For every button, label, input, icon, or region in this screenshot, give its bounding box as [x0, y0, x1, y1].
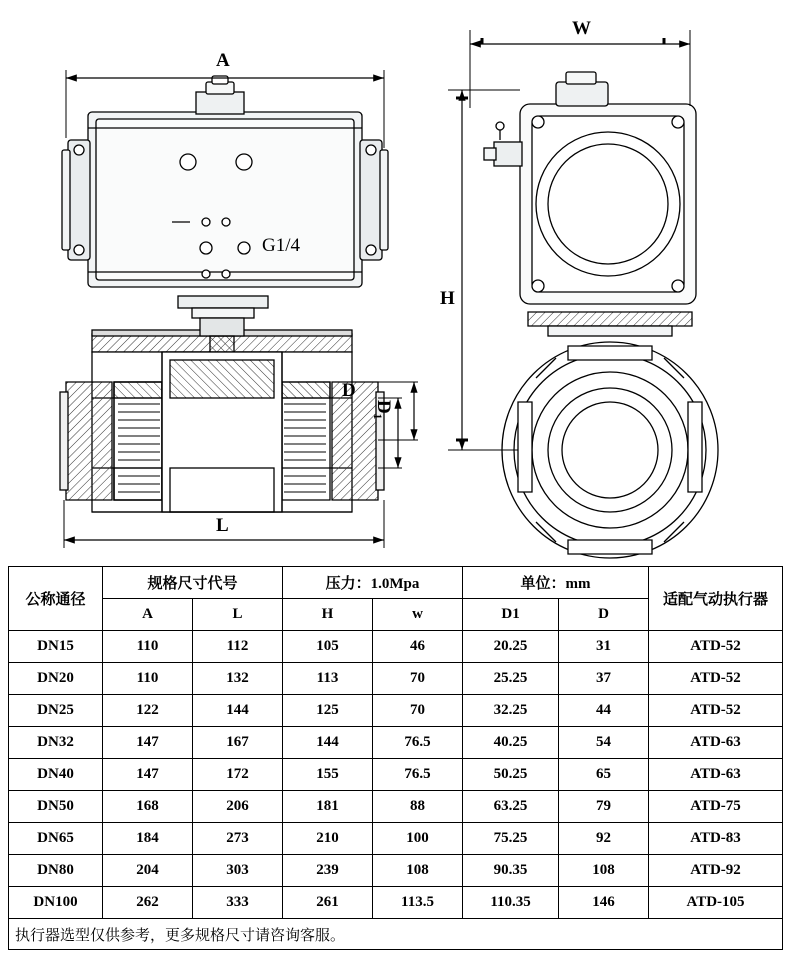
- header-col-w: w: [373, 599, 463, 631]
- cell-a: 147: [103, 759, 193, 791]
- header-col-l: L: [193, 599, 283, 631]
- cell-w: 70: [373, 663, 463, 695]
- cell-l: 172: [193, 759, 283, 791]
- cell-a: 122: [103, 695, 193, 727]
- cell-actuator: ATD-52: [649, 695, 783, 727]
- cell-dn: DN25: [9, 695, 103, 727]
- table-footnote: 执行器选型仅供参考，更多规格尺寸请咨询客服。: [9, 919, 783, 950]
- cell-h: 239: [283, 855, 373, 887]
- cell-dn: DN32: [9, 727, 103, 759]
- cell-w: 70: [373, 695, 463, 727]
- table-row: [9, 823, 783, 855]
- header-nominal-diameter: 公称通径: [9, 567, 103, 631]
- cell-actuator: ATD-75: [649, 791, 783, 823]
- cell-w: 76.5: [373, 759, 463, 791]
- table-row: [9, 791, 783, 823]
- cell-d: 54: [559, 727, 649, 759]
- header-pressure: 压力：1.0Mpa: [283, 567, 463, 599]
- specification-table-wrapper: [8, 566, 782, 950]
- dimension-label-a: A: [216, 50, 230, 71]
- table-row: [9, 759, 783, 791]
- cell-d1: 32.25: [463, 695, 559, 727]
- cell-d1: 25.25: [463, 663, 559, 695]
- header-actuator: 适配气动执行器: [649, 567, 783, 631]
- cell-d: 65: [559, 759, 649, 791]
- table-row: [9, 663, 783, 695]
- cell-a: 110: [103, 663, 193, 695]
- table-header-row-1: [9, 567, 783, 599]
- cell-d: 44: [559, 695, 649, 727]
- header-col-h: H: [283, 599, 373, 631]
- cell-h: 113: [283, 663, 373, 695]
- cell-h: 144: [283, 727, 373, 759]
- cell-actuator: ATD-92: [649, 855, 783, 887]
- dimension-label-l: L: [216, 515, 229, 536]
- cell-a: 147: [103, 727, 193, 759]
- cell-h: 181: [283, 791, 373, 823]
- cell-d1: 110.35: [463, 887, 559, 919]
- cell-d: 79: [559, 791, 649, 823]
- table-row: [9, 727, 783, 759]
- cell-d: 92: [559, 823, 649, 855]
- cell-a: 204: [103, 855, 193, 887]
- dimension-label-d1: D₁: [373, 400, 394, 420]
- cell-d: 108: [559, 855, 649, 887]
- cell-d1: 75.25: [463, 823, 559, 855]
- cell-d: 146: [559, 887, 649, 919]
- port-thread-label: G1/4: [262, 235, 300, 256]
- cell-a: 110: [103, 631, 193, 663]
- cell-actuator: ATD-63: [649, 759, 783, 791]
- cell-l: 273: [193, 823, 283, 855]
- cell-w: 113.5: [373, 887, 463, 919]
- header-col-d: D: [559, 599, 649, 631]
- cell-l: 206: [193, 791, 283, 823]
- cell-actuator: ATD-52: [649, 631, 783, 663]
- header-unit: 单位：mm: [463, 567, 649, 599]
- cell-h: 210: [283, 823, 373, 855]
- cell-d1: 40.25: [463, 727, 559, 759]
- cell-actuator: ATD-83: [649, 823, 783, 855]
- cell-l: 112: [193, 631, 283, 663]
- cell-dn: DN65: [9, 823, 103, 855]
- cell-d1: 50.25: [463, 759, 559, 791]
- specification-table: [8, 566, 783, 950]
- cell-dn: DN40: [9, 759, 103, 791]
- cell-l: 303: [193, 855, 283, 887]
- header-col-a: A: [103, 599, 193, 631]
- cell-d1: 20.25: [463, 631, 559, 663]
- table-row: [9, 695, 783, 727]
- cell-w: 88: [373, 791, 463, 823]
- dimension-label-h: H: [440, 288, 455, 309]
- cell-w: 76.5: [373, 727, 463, 759]
- cell-d: 31: [559, 631, 649, 663]
- table-row: [9, 887, 783, 919]
- cell-d1: 63.25: [463, 791, 559, 823]
- header-spec-group: 规格尺寸代号: [103, 567, 283, 599]
- cell-a: 184: [103, 823, 193, 855]
- cell-d: 37: [559, 663, 649, 695]
- cell-w: 108: [373, 855, 463, 887]
- cell-h: 261: [283, 887, 373, 919]
- cell-w: 46: [373, 631, 463, 663]
- cell-a: 168: [103, 791, 193, 823]
- cell-dn: DN15: [9, 631, 103, 663]
- cell-l: 144: [193, 695, 283, 727]
- cell-h: 105: [283, 631, 373, 663]
- cell-actuator: ATD-63: [649, 727, 783, 759]
- cell-dn: DN100: [9, 887, 103, 919]
- header-col-d1: D1: [463, 599, 559, 631]
- cell-h: 125: [283, 695, 373, 727]
- dimension-label-w: W: [572, 18, 591, 39]
- cell-dn: DN50: [9, 791, 103, 823]
- cell-a: 262: [103, 887, 193, 919]
- cell-d1: 90.35: [463, 855, 559, 887]
- table-row: [9, 855, 783, 887]
- cell-actuator: ATD-52: [649, 663, 783, 695]
- cell-actuator: ATD-105: [649, 887, 783, 919]
- cell-l: 167: [193, 727, 283, 759]
- cell-l: 333: [193, 887, 283, 919]
- table-row: [9, 631, 783, 663]
- dimension-label-d: D: [342, 380, 356, 401]
- table-footnote-row: [9, 919, 783, 950]
- cell-h: 155: [283, 759, 373, 791]
- cell-w: 100: [373, 823, 463, 855]
- cell-dn: DN80: [9, 855, 103, 887]
- cell-dn: DN20: [9, 663, 103, 695]
- cell-l: 132: [193, 663, 283, 695]
